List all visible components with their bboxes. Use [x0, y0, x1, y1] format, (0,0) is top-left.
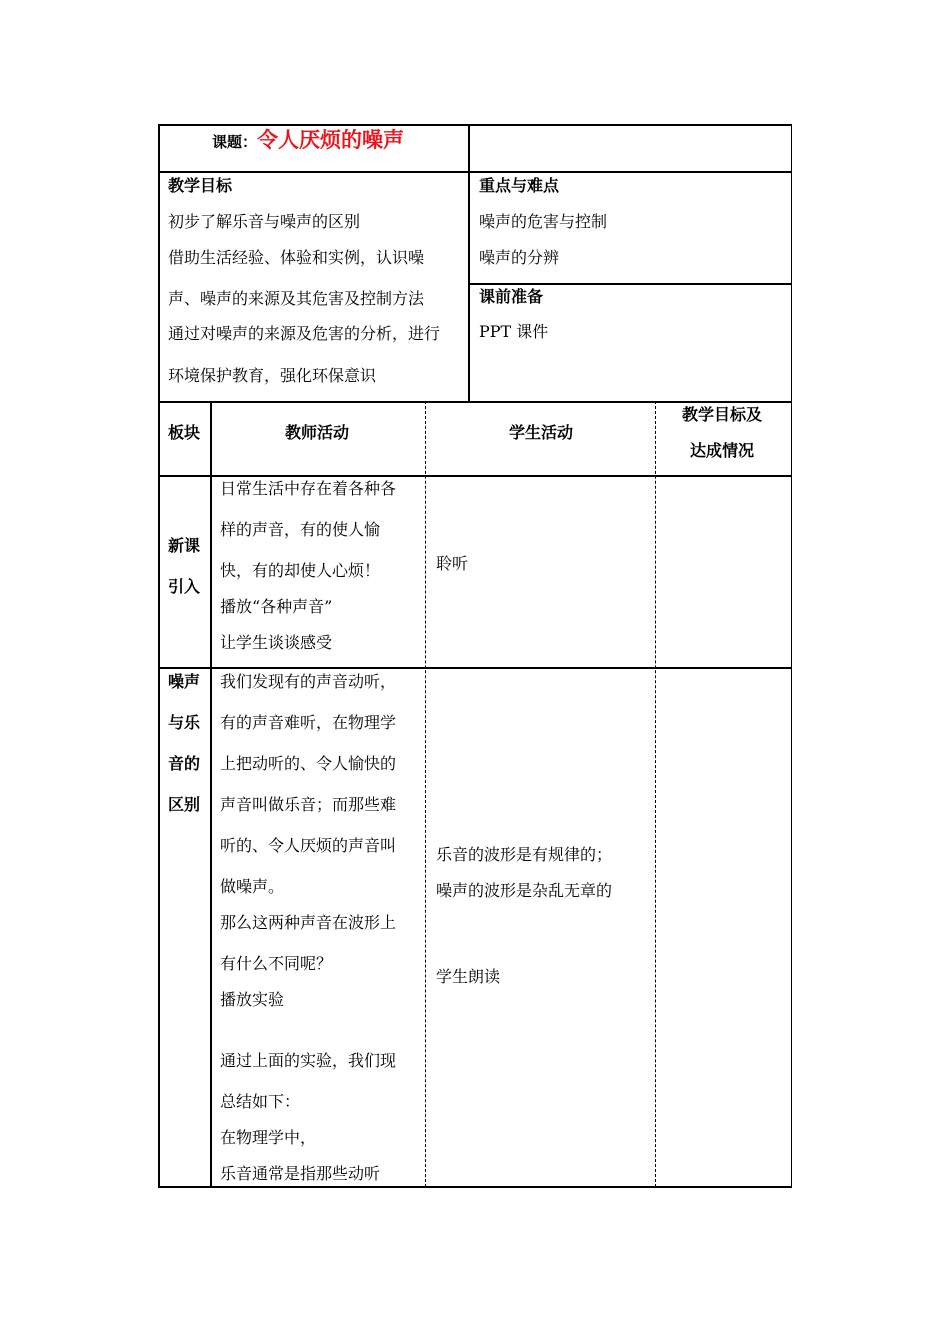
border-mid-top — [468, 124, 470, 402]
header-student: 学生活动 — [509, 423, 574, 442]
objective-line: 环境保护教育，强化环保意识 — [168, 366, 377, 385]
teacher-line: 做噪声。 — [220, 877, 285, 896]
border-top — [158, 124, 792, 126]
keypoint-line: 噪声的危害与控制 — [479, 212, 608, 231]
objective-line: 声、噪声的来源及其危害及控制方法 — [168, 289, 425, 308]
teacher-line: 通过上面的实验，我们现 — [220, 1051, 397, 1070]
section-label: 音的 — [168, 754, 201, 773]
keypoint-line: 噪声的分辨 — [479, 248, 560, 267]
teacher-line: 那么这两种声音在波形上 — [220, 913, 397, 932]
teacher-line: 让学生谈谈感受 — [220, 633, 333, 652]
lesson-title-text: 令人厌烦的噪声 — [257, 128, 405, 152]
header-goal-line1: 教学目标及 — [682, 405, 763, 424]
section-label: 新课 — [168, 536, 201, 555]
section-label: 区别 — [168, 795, 201, 814]
header-goal-line2: 达成情况 — [690, 441, 755, 460]
border-col3-dashed — [655, 401, 656, 1187]
teacher-line: 我们发现有的声音动听， — [220, 672, 397, 691]
section-label: 与乐 — [168, 713, 201, 732]
lesson-title-label: 课题： — [212, 133, 258, 151]
border-col2-dashed — [425, 401, 426, 1187]
objective-line: 初步了解乐音与噪声的区别 — [168, 212, 361, 231]
teacher-line: 播放实验 — [220, 990, 285, 1009]
student-line: 乐音的波形是有规律的； — [436, 845, 613, 864]
teacher-line: 乐音通常是指那些动听 — [220, 1164, 381, 1183]
teacher-line: 日常生活中存在着各种各 — [220, 479, 397, 498]
section-label: 噪声 — [168, 672, 201, 691]
border-prep — [469, 283, 792, 285]
keypoints-heading: 重点与难点 — [479, 176, 560, 195]
section-label: 引入 — [168, 577, 201, 596]
objective-line: 借助生活经验、体验和实例，认识噪 — [168, 248, 425, 267]
border-row-intro — [158, 667, 792, 669]
teacher-line: 声音叫做乐音；而那些难 — [220, 795, 397, 814]
lesson-title — [212, 128, 404, 154]
teacher-line: 快，有的却使人心烦！ — [220, 561, 381, 580]
header-section: 板块 — [168, 423, 201, 442]
teacher-line: 上把动听的、令人愉快的 — [220, 754, 397, 773]
student-line: 学生朗读 — [436, 967, 501, 986]
objective-line: 通过对噪声的来源及危害的分析，进行 — [168, 324, 441, 343]
teacher-line: 听的、令人厌烦的声音叫 — [220, 836, 397, 855]
teacher-line: 有什么不同呢？ — [220, 954, 333, 973]
border-row1 — [158, 171, 792, 173]
border-right — [791, 124, 793, 1187]
student-line: 噪声的波形是杂乱无章的 — [436, 881, 613, 900]
border-header-top — [158, 401, 792, 403]
border-header-bottom — [158, 475, 792, 477]
border-bottom — [158, 1186, 792, 1188]
preparation-heading: 课前准备 — [479, 287, 544, 306]
teacher-line: 总结如下： — [220, 1092, 301, 1111]
teacher-line: 样的声音，有的使人愉 — [220, 520, 381, 539]
border-left — [158, 124, 160, 1187]
teacher-line: 在物理学中， — [220, 1128, 317, 1147]
border-col1 — [210, 401, 212, 1187]
objectives-heading: 教学目标 — [168, 176, 233, 195]
teacher-line: 播放“各种声音” — [220, 597, 333, 616]
student-line: 聆听 — [436, 554, 469, 573]
teacher-line: 有的声音难听，在物理学 — [220, 713, 397, 732]
header-teacher: 教师活动 — [285, 423, 350, 442]
preparation-line: PPT 课件 — [479, 322, 549, 341]
